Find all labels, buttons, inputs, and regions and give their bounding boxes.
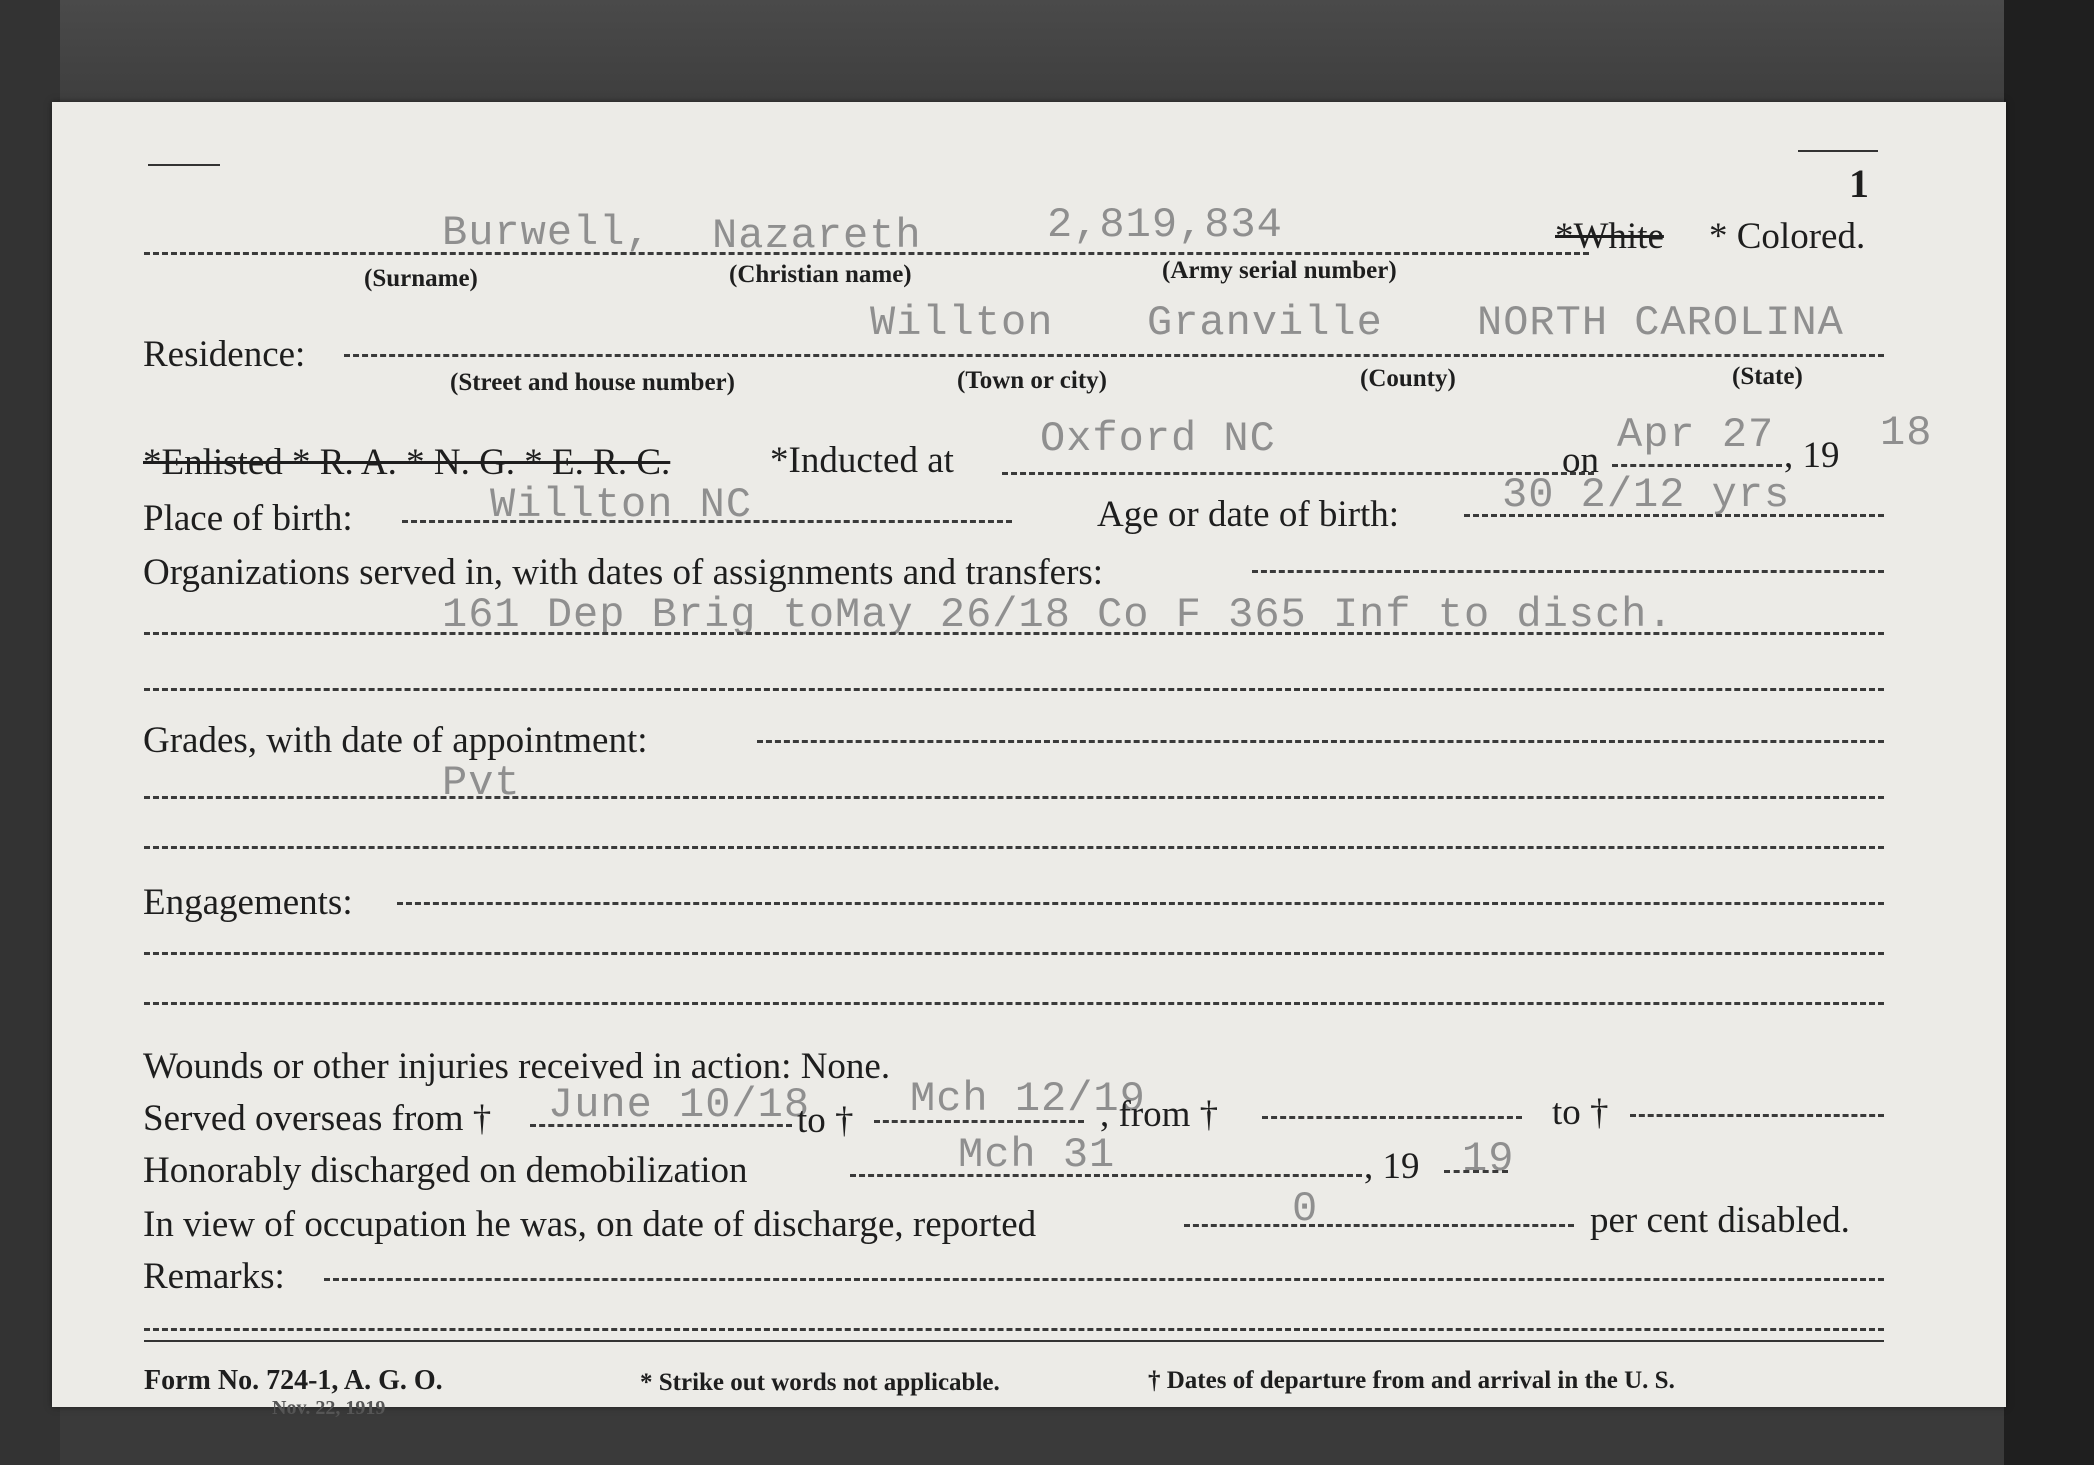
county-caption: (County) (1360, 365, 1456, 392)
disability-suffix: per cent disabled. (1590, 1200, 1850, 1241)
birthplace-line (402, 520, 1012, 523)
disability-line (1184, 1224, 1574, 1227)
discharge-label: Honorably discharged on demobilization (143, 1150, 748, 1191)
engagements-line-1 (397, 902, 1884, 905)
residence-state: NORTH CAROLINA (1477, 299, 1844, 347)
residence-town: Willton (870, 299, 1054, 347)
overseas-from2-line (1262, 1116, 1522, 1119)
overseas-to2-label: to † (1552, 1092, 1609, 1133)
remarks-line-1 (324, 1278, 1884, 1281)
induction-year-prefix: , 19 (1784, 435, 1840, 476)
name-line (144, 252, 1589, 255)
engagements-line-3 (144, 1002, 1884, 1005)
overseas-label: Served overseas from † (143, 1098, 492, 1139)
discharge-line (850, 1174, 1362, 1177)
footer-rule (144, 1340, 1884, 1342)
grades-entry: Pvt (442, 759, 521, 807)
disability-label: In view of occupation he was, on date of discharge, reported (143, 1204, 1037, 1245)
age-value: 30 2/12 yrs (1502, 471, 1791, 519)
corner-mark-right (1798, 150, 1878, 152)
state-caption: (State) (1732, 363, 1803, 390)
birthplace-value: Willton NC (490, 481, 753, 529)
grades-label: Grades, with date of appointment: (143, 720, 648, 761)
organizations-entry: 161 Dep Brig toMay 26/18 Co F 365 Inf to disch. (442, 591, 1674, 639)
form-date: Nov. 22, 1919 (272, 1397, 386, 1419)
christian-name-value: Nazareth (712, 212, 922, 260)
wounds-label: Wounds or other injuries received in action: None. (143, 1046, 891, 1087)
race-colored-option: * Colored. (1709, 216, 1866, 257)
discharge-year: 19 (1462, 1135, 1515, 1183)
form-number: Form No. 724-1, A. G. O. (144, 1365, 443, 1396)
inducted-place: Oxford NC (1040, 415, 1276, 463)
induction-date: Apr 27 (1617, 411, 1775, 459)
organizations-line-1 (1252, 570, 1884, 573)
inducted-label: *Inducted at (770, 440, 954, 481)
grades-line-2 (144, 796, 1884, 799)
grades-line-3 (144, 846, 1884, 849)
overseas-to2-line (1630, 1114, 1884, 1117)
residence-county: Granville (1147, 299, 1383, 347)
residence-line (344, 354, 1884, 357)
serial-caption: (Army serial number) (1162, 257, 1397, 284)
discharge-date: Mch 31 (958, 1131, 1116, 1179)
corner-mark-left (148, 164, 220, 166)
remarks-label: Remarks: (143, 1256, 285, 1297)
overseas-to-line (874, 1120, 1084, 1123)
disability-percent: 0 (1292, 1185, 1319, 1233)
overseas-from-line (530, 1124, 792, 1127)
surname-caption: (Surname) (364, 265, 478, 292)
birthplace-label: Place of birth: (143, 498, 353, 539)
footnote-dates: † Dates of departure from and arrival in the U. S. (1148, 1367, 1675, 1394)
overseas-to-label: to † (797, 1100, 854, 1141)
footnote-strike: * Strike out words not applicable. (640, 1369, 1000, 1396)
age-line (1464, 514, 1884, 517)
overseas-from-date: June 10/18 (548, 1081, 811, 1129)
service-record-card (52, 102, 2006, 1419)
town-caption: (Town or city) (957, 367, 1107, 394)
discharge-year-line (1444, 1170, 1508, 1173)
organizations-line-3 (144, 688, 1884, 691)
residence-label: Residence: (143, 334, 306, 375)
induction-date-line (1612, 464, 1782, 467)
engagements-label: Engagements: (143, 882, 353, 923)
induction-year: 18 (1880, 409, 1933, 457)
on-label: on (1562, 440, 1599, 481)
grades-line-1 (757, 740, 1884, 743)
organizations-label: Organizations served in, with dates of assignments and transfers: (143, 552, 1104, 593)
remarks-line-2 (144, 1328, 1884, 1331)
engagements-line-2 (144, 952, 1884, 955)
christian-name-caption: (Christian name) (729, 261, 912, 288)
street-caption: (Street and house number) (450, 369, 735, 396)
serial-number-value: 2,819,834 (1047, 201, 1283, 249)
discharge-year-prefix: , 19 (1364, 1146, 1420, 1187)
surname-value: Burwell, (442, 209, 652, 257)
enlisted-options: *Enlisted * R. A. * N. G. * E. R. C. (143, 442, 671, 483)
age-label: Age or date of birth: (1097, 494, 1400, 535)
overseas-from2-label: , from † (1100, 1094, 1219, 1135)
overseas-to-date: Mch 12/19 (910, 1075, 1146, 1123)
card-number: 1 (1849, 161, 1869, 206)
background-left (0, 0, 60, 1465)
race-white-option: *White (1555, 216, 1664, 257)
organizations-line-2 (144, 632, 1884, 635)
background-right (2004, 0, 2094, 1465)
